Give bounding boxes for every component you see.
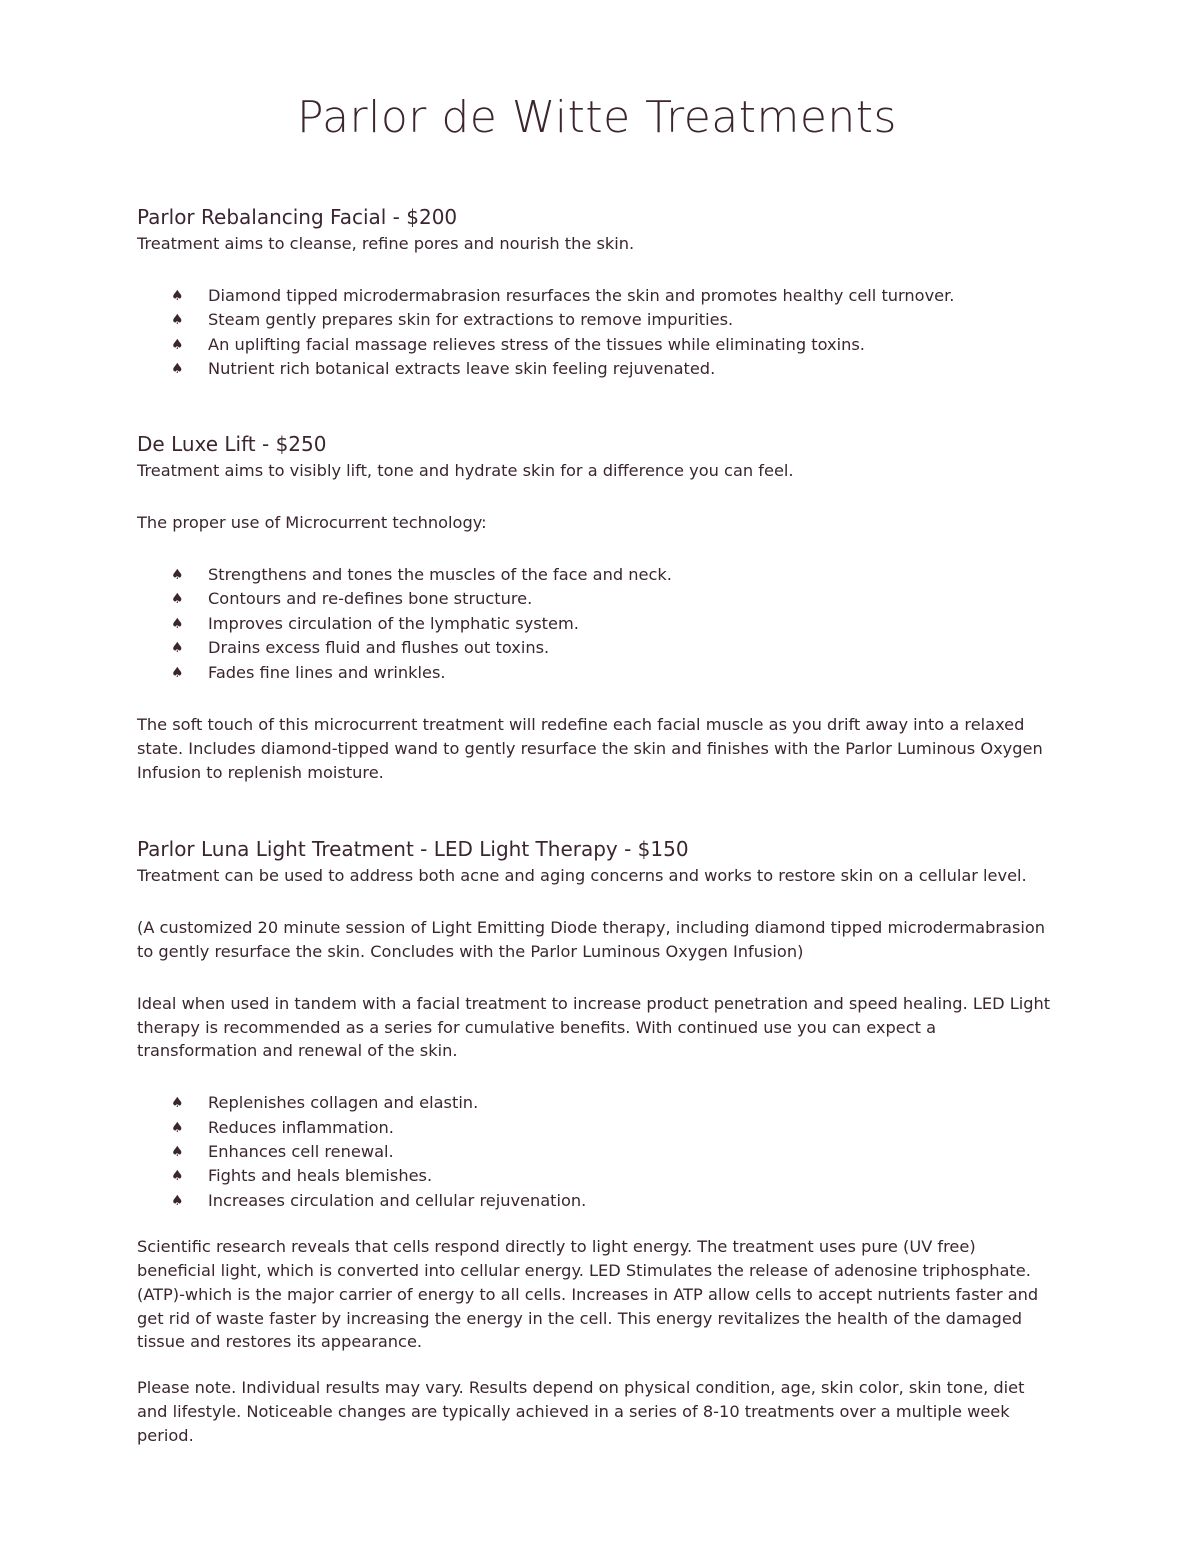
spade-icon: ♠ xyxy=(171,1192,184,1209)
list-item: ♠ Diamond tipped microdermabrasion resurfaces the skin and promotes healthy cell turnover. xyxy=(171,284,1057,308)
spade-icon: ♠ xyxy=(171,336,184,353)
list-item: ♠ An uplifting facial massage relieves stress of the tissues while eliminating toxins. xyxy=(171,333,1057,357)
section-detail: (A customized 20 minute session of Light Emitting Diode therapy, including diamond tipped microdermabrasion to gently resurface the skin. Concludes with the Parlor Luminous Oxygen Infusion) xyxy=(137,918,1046,962)
section-intro: Treatment can be used to address both acne and aging concerns and works to restore skin on a cellular level. xyxy=(137,866,1027,886)
section-closing: The soft touch of this microcurrent treatment will redefine each facial muscle as you drift away into a relaxed state. Includes diamond-tipped wand to gently resurface the skin and finishes with the Parlor Luminous Oxygen Infusion to replenish moisture. xyxy=(137,715,1043,782)
list-item: ♠ Strengthens and tones the muscles of the face and neck. xyxy=(171,563,1057,587)
bullet-list xyxy=(137,284,1057,382)
section-heading: Parlor Rebalancing Facial - $200 xyxy=(137,205,458,229)
section-luna-light xyxy=(137,834,1057,1447)
spade-icon: ♠ xyxy=(171,287,184,304)
list-item: ♠ Drains excess fluid and flushes out toxins. xyxy=(171,636,1057,660)
spade-icon: ♠ xyxy=(171,664,184,681)
section-rebalancing-facial xyxy=(137,202,1057,381)
list-item: ♠ Replenishes collagen and elastin. xyxy=(171,1091,1057,1115)
section-ideal: Ideal when used in tandem with a facial treatment to increase product penetration and speed healing. LED Light therapy is recommended as a series for cumulative benefits. With continued use you can expect a transformation and renewal of the skin. xyxy=(137,993,1051,1061)
list-item: ♠ Fades fine lines and wrinkles. xyxy=(171,661,1057,685)
bullet-list xyxy=(137,1091,1057,1213)
list-item: ♠ Enhances cell renewal. xyxy=(171,1140,1057,1164)
section-lead: The proper use of Microcurrent technology: xyxy=(137,513,487,533)
spade-icon: ♠ xyxy=(171,1168,184,1185)
spade-icon: ♠ xyxy=(171,591,184,608)
list-item: ♠ Steam gently prepares skin for extractions to remove impurities. xyxy=(171,308,1057,332)
list-item: ♠ Improves circulation of the lymphatic system. xyxy=(171,612,1057,636)
list-item: ♠ Reduces inflammation. xyxy=(171,1116,1057,1140)
section-heading: De Luxe Lift - $250 xyxy=(137,432,327,457)
section-note: Please note. Individual results may vary. Results depend on physical condition, age, skin color, skin tone, diet and lifestyle. Noticeable changes are typically achieved in a series of 8-10 treatments over a multiple week period. xyxy=(137,1378,1025,1445)
spade-icon: ♠ xyxy=(171,1144,184,1161)
bullet-list xyxy=(137,563,1057,685)
spade-icon: ♠ xyxy=(171,361,184,378)
list-item: ♠ Nutrient rich botanical extracts leave skin feeling rejuvenated. xyxy=(171,357,1057,381)
spade-icon: ♠ xyxy=(171,615,184,632)
page-title: Parlor de Witte Treatments xyxy=(297,92,897,143)
spade-icon: ♠ xyxy=(171,1119,184,1136)
section-de-luxe-lift xyxy=(137,429,1057,784)
document-body xyxy=(137,200,1057,1448)
section-intro: Treatment aims to visibly lift, tone and hydrate skin for a difference you can feel. xyxy=(137,461,794,481)
section-intro: Treatment aims to cleanse, refine pores and nourish the skin. xyxy=(137,234,635,253)
spade-icon: ♠ xyxy=(171,312,184,329)
section-science: Scientific research reveals that cells respond directly to light energy. The treatment uses pure (UV free) beneficial light, which is converted into cellular energy. LED Stimulates the release of adenosine triphosphate. (ATP)-which is the major carrier of energy to all cells. Increases in ATP allow cells to accept nutrients faster and get rid of waste faster by increasing the energy in the cell. This energy revitalizes the health of the damaged tissue and restores its appearance. xyxy=(137,1237,1039,1352)
spade-icon: ♠ xyxy=(171,1095,184,1112)
spade-icon: ♠ xyxy=(171,640,184,657)
list-item: ♠ Contours and re-defines bone structure. xyxy=(171,587,1057,611)
list-item: ♠ Fights and heals blemishes. xyxy=(171,1164,1057,1188)
section-heading: Parlor Luna Light Treatment - LED Light Therapy - $150 xyxy=(137,837,689,862)
list-item: ♠ Increases circulation and cellular rejuvenation. xyxy=(171,1189,1057,1213)
spade-icon: ♠ xyxy=(171,567,184,584)
